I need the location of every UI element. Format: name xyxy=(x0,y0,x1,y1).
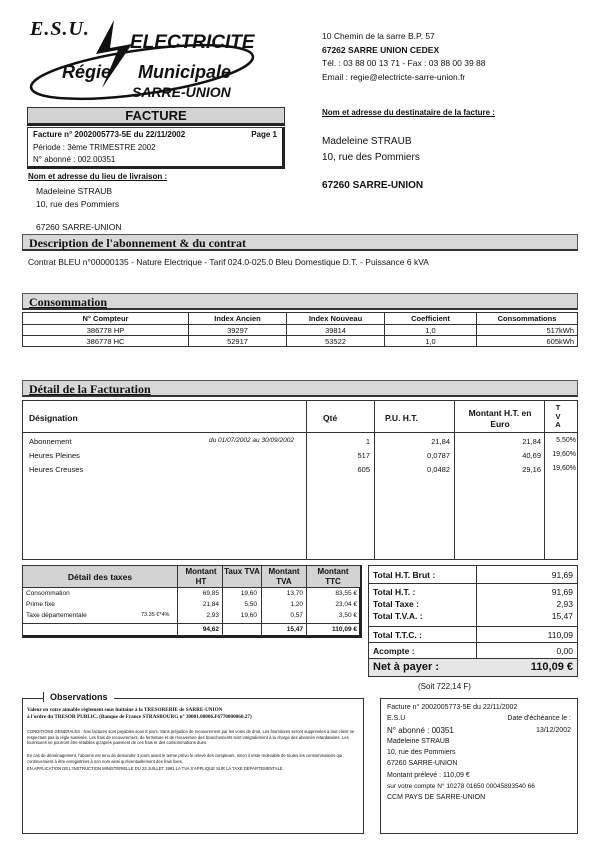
sender-street: 10 Chemin de la sarre B.P. 57 xyxy=(322,31,435,41)
sender-address xyxy=(322,30,486,84)
tax-taux-cell: 19,60 xyxy=(240,590,257,597)
period-cell: du 01/07/2002 au 30/09/2002 xyxy=(209,437,294,444)
qte-cell: 605 xyxy=(357,465,370,474)
col-designation: Désignation xyxy=(29,413,78,423)
consommation-table xyxy=(22,312,578,347)
delivery-city: 67260 SARRE-UNION xyxy=(36,222,122,232)
total-brut-label: Total H.T. Brut : xyxy=(373,570,436,580)
recipient-name: Madeleine STRAUB xyxy=(322,136,412,147)
col-index-ancien: Index Ancien xyxy=(189,313,287,325)
coupon-ccm: CCM PAYS DE SARRE-UNION xyxy=(387,794,486,802)
facturation-heading: Détail de la Facturation xyxy=(29,382,151,396)
facture-abonne: N° abonné : 002.00351 xyxy=(33,155,116,164)
total-taxe-label: Total Taxe : xyxy=(373,599,419,609)
pu-cell: 21,84 xyxy=(431,437,450,446)
tax-total-ht: 94,62 xyxy=(202,626,219,633)
tva-cell: 19,60% xyxy=(552,465,576,472)
tax-label-cell: Taxe départementale xyxy=(26,612,87,619)
tax-tva-cell: 13,70 xyxy=(286,590,303,597)
acompte-label: Acompte : xyxy=(373,646,415,656)
tax-ttc-cell: 3,50 € xyxy=(338,612,357,619)
sender-email: Email : regie@electricte-sarre-union.fr xyxy=(322,71,466,82)
total-tva-value: 15,47 xyxy=(551,611,573,621)
total-brut-value: 91,69 xyxy=(551,570,573,580)
total-ttc-value: 110,09 xyxy=(547,630,573,640)
coupon-echeance-label: Date d'échéance le : xyxy=(507,715,571,723)
company-logo xyxy=(22,14,280,102)
coupon-name: Madeleine STRAUB xyxy=(387,737,450,745)
designation-cell: Heures Pleines xyxy=(29,451,80,460)
montant-cell: 29,16 xyxy=(522,465,541,474)
col-compteur: N° Compteur xyxy=(23,313,189,325)
tax-ht-cell: 21,84 xyxy=(202,601,219,608)
tax-tva-cell: 1,20 xyxy=(290,601,303,608)
coupon-number: Facture n° 2002005773-5E du 22/11/2002 xyxy=(387,704,518,711)
designation-cell: Abonnement xyxy=(29,437,72,446)
index-nouveau-cell: 39814 xyxy=(287,325,385,336)
abonnement-heading: Description de l'abonnement & du contrat xyxy=(29,236,246,250)
payment-coupon xyxy=(380,698,578,834)
total-tva-label: Total T.V.A. : xyxy=(373,611,423,621)
tax-taux-cell: 5,50 xyxy=(244,601,257,608)
col-qte: Qté xyxy=(323,413,338,423)
observations-instruction: EN APPLICATION DE L'INSTRUCTION MINISTERIELLE DU 23 JUILLET 1991 LA TVA S'APPLIQUE SUR LA TAXE DEPARTEMENTALE. xyxy=(27,766,284,771)
facture-periode: Période : 3ème TRIMESTRE 2002 xyxy=(33,142,156,152)
col-taxes-taux: Taux TVA xyxy=(224,567,260,576)
totals-box xyxy=(368,565,578,677)
coupon-abonne: N° abonné : 00351 xyxy=(387,725,454,735)
col-tva: T V A xyxy=(555,403,561,429)
contract-description: Contrat BLEU n°00000135 - Nature Electrique - Tarif 024.0-025.0 Bleu Domestique D.T. - Puissance 6 kVA xyxy=(28,257,429,267)
index-ancien-cell: 39297 xyxy=(189,325,287,336)
index-ancien-cell: 52917 xyxy=(189,336,287,347)
tax-label-cell: Prime fixe xyxy=(26,601,55,608)
taxes-heading: Détail des taxes xyxy=(67,572,133,582)
logo-esu-text: E.S.U. xyxy=(30,18,90,40)
total-ht-label: Total H.T. : xyxy=(373,587,416,597)
tax-ttc-cell: 83,55 € xyxy=(335,590,357,597)
col-pu-ht: P.U. H.T. xyxy=(385,413,418,423)
coupon-esu: E.S.U xyxy=(387,715,406,723)
coefficient-cell: 1,0 xyxy=(385,336,477,347)
col-index-nouveau: Index Nouveau xyxy=(287,313,385,325)
coupon-preleve: Montant prélevé : 110,09 € xyxy=(387,771,470,779)
consommation-section-header xyxy=(22,293,578,310)
col-montant-ht: Montant H.T. en Euro xyxy=(468,408,532,429)
qte-cell: 517 xyxy=(357,451,370,460)
col-coefficient: Coefficient xyxy=(385,313,477,325)
compteur-cell: 386778 HP xyxy=(23,325,189,336)
pu-cell: 0,0482 xyxy=(427,465,450,474)
table-row xyxy=(23,336,578,347)
compteur-cell: 386778 HC xyxy=(23,336,189,347)
observations-box xyxy=(22,692,364,834)
tva-cell: 19,60% xyxy=(552,451,576,458)
coupon-echeance: 13/12/2002 xyxy=(535,726,571,734)
tva-cell: 5,50% xyxy=(556,437,576,444)
coupon-street: 10, rue des Pommiers xyxy=(387,749,456,757)
total-taxe-value: 2,93 xyxy=(556,599,573,609)
index-nouveau-cell: 53522 xyxy=(287,336,385,347)
facturation-table xyxy=(22,400,578,560)
logo-regie-text: Régie xyxy=(62,62,112,82)
tax-label-cell: Consommation xyxy=(26,590,70,597)
consommation-cell: 605kWh xyxy=(477,336,578,347)
recipient-city: 67260 SARRE-UNION xyxy=(322,180,424,191)
tax-total-tva: 15,47 xyxy=(286,626,303,633)
net-a-payer-value: 110,09 € xyxy=(530,661,573,673)
total-ht-value: 91,69 xyxy=(551,587,573,597)
coupon-compte: sur votre compte N° 10278 01650 00045893540 66 xyxy=(387,783,535,791)
facture-heading: FACTURE xyxy=(27,107,285,126)
tax-ht-cell: 69,85 xyxy=(202,590,219,597)
logo-sarre-union-text: SARRE-UNION xyxy=(132,84,231,100)
montant-cell: 40,69 xyxy=(522,451,541,460)
tax-ht-cell: 2,93 xyxy=(206,612,219,619)
tax-tva-cell: 0,57 xyxy=(290,612,303,619)
recipient-street: 10, rue des Pommiers xyxy=(322,152,420,163)
qte-cell: 1 xyxy=(365,437,370,446)
net-a-payer-label: Net à payer : xyxy=(373,661,440,673)
observations-conditions: CONDITIONS GENERALES : Nos factures sont payables sous 8 jours. Sans préjudice de recouvrement par les voies de droit, Les fournitures seront supprimées à tout client ne respectant pas la règle susvisée. Les frais de recouvrement, de fermeture et de réouverture des branchements sont intégralement à la charge des abonnés retardataires. Les fournitures ne pourront être rétablies qu'après paiement de ces frais et des consommations dues. xyxy=(27,729,355,745)
pu-cell: 0,0787 xyxy=(427,451,450,460)
facturation-section-header xyxy=(22,380,578,397)
tax-ttc-cell: 23,04 € xyxy=(335,601,357,608)
facture-number: Facture n° 2002005773-5E du 22/11/2002 xyxy=(33,130,186,139)
sender-phone-fax: Tél. : 03 88 00 13 71 - Fax : 03 88 00 39 88 xyxy=(322,58,486,68)
logo-electricite-text: ELECTRICITE xyxy=(130,32,255,53)
sender-city: 67262 SARRE UNION CEDEX xyxy=(322,44,440,55)
recipient-heading: Nom et adresse du destinataire de la facture : xyxy=(322,108,495,117)
delivery-street: 10, rue des Pommiers xyxy=(36,199,120,209)
soit-francs: (Soit 722,14 F) xyxy=(418,682,471,691)
tax-extra-cell: 73.35 €*4% xyxy=(141,612,170,618)
col-consommations: Consommations xyxy=(477,313,578,325)
col-taxes-montant-ht: Montant HT xyxy=(185,567,217,586)
delivery-heading: Nom et adresse du lieu de livraison : xyxy=(28,172,168,181)
delivery-name: Madeleine STRAUB xyxy=(36,186,113,196)
taxes-table xyxy=(22,565,362,638)
total-ttc-label: Total T.T.C. : xyxy=(373,630,422,640)
facture-page: Page 1 xyxy=(251,130,277,139)
acompte-value: 0,00 xyxy=(556,646,573,656)
montant-cell: 21,84 xyxy=(522,437,541,446)
coupon-city: 67260 SARRE-UNION xyxy=(387,760,458,768)
col-taxes-montant-tva: Montant TVA xyxy=(268,567,300,586)
observations-line2: à l'ordre du TRESOR PUBLIC. (Banque de France STRASBOURG n° 30001.00806.F6770000060.27) xyxy=(27,714,252,720)
observations-heading: Observations xyxy=(43,692,114,702)
abonnement-section-header xyxy=(22,234,578,251)
consommation-cell: 517kWh xyxy=(477,325,578,336)
table-row xyxy=(23,325,578,336)
designation-cell: Heures Creuses xyxy=(29,465,84,474)
facture-info-box xyxy=(27,127,285,169)
logo-municipale-text: Municipale xyxy=(138,62,232,82)
observations-demenagement: En cas de déménagement, l'abonné est tenu de demander 3 jours avant le terme prévu le relevé des compteurs, sinon il reste redevable de toutes les consommations qui continueraient à être enregistrées à son nom ainsi qu'éventuellement des frais fixes. xyxy=(27,753,343,764)
observations-line1: Valeur en votre aimable règlement sous huitaine à la TRESORERIE de SARRE-UNION xyxy=(27,707,223,713)
tax-taux-cell: 19,60 xyxy=(240,612,257,619)
col-taxes-montant-ttc: Montant TTC xyxy=(317,567,349,586)
consommation-heading: Consommation xyxy=(29,295,108,309)
tax-total-ttc: 110,09 € xyxy=(332,626,357,633)
coefficient-cell: 1,0 xyxy=(385,325,477,336)
